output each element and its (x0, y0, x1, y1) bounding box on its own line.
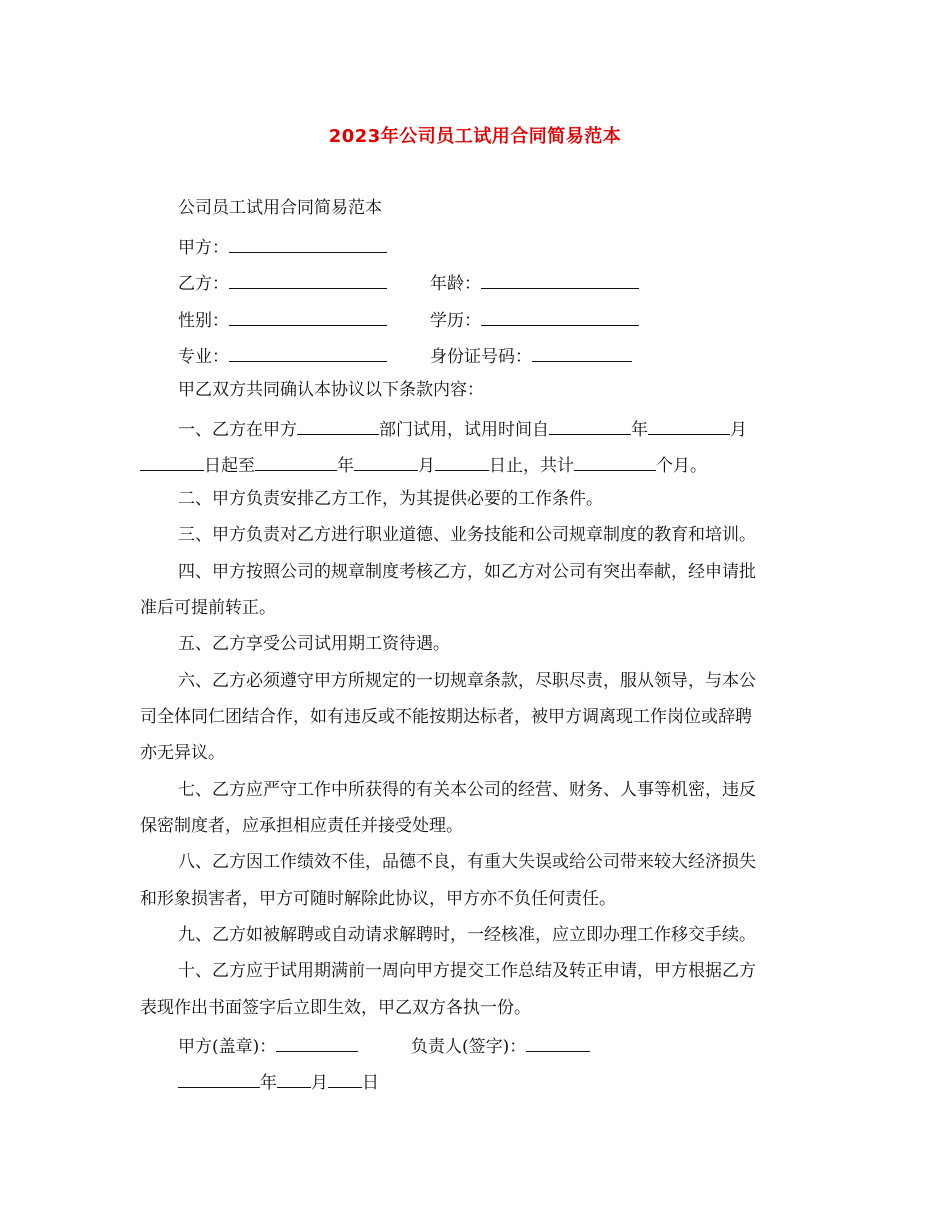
start-year-field[interactable] (549, 416, 631, 435)
party-a-label: 甲方： (178, 238, 229, 258)
clause-7-line-2: 保密制度者，应承担相应责任并接受处理。 (140, 816, 463, 836)
party-a-row (178, 234, 387, 259)
clause-10-line-2: 表现作出书面签字后立即生效，甲乙双方各执一份。 (140, 998, 531, 1018)
clause-1-text-e: 日起至 (204, 456, 255, 476)
id-number-field[interactable] (532, 343, 632, 362)
education-field[interactable] (481, 307, 639, 326)
major-label: 专业： (178, 347, 229, 367)
sign-year-label: 年 (260, 1073, 277, 1093)
clause-1-line-2 (140, 452, 707, 477)
clause-8-line-1: 八、乙方因工作绩效不佳，品德不良，有重大失误或给公司带来较大经济损失 (178, 852, 756, 872)
clause-5: 五、乙方享受公司试用期工资待遇。 (178, 634, 450, 654)
gender-row (178, 307, 387, 332)
start-month-field[interactable] (648, 416, 730, 435)
education-row (430, 307, 639, 332)
id-number-row (430, 343, 632, 368)
clause-9: 九、乙方如被解聘或自动请求解聘时，一经核准，应立即办理工作移交手续。 (178, 925, 756, 945)
age-field[interactable] (481, 270, 639, 289)
gender-label: 性别： (178, 311, 229, 331)
department-field[interactable] (297, 416, 379, 435)
sign-month-label: 月 (311, 1073, 328, 1093)
clause-1-text-a: 一、乙方在甲方 (178, 420, 297, 440)
clause-2: 二、甲方负责安排乙方工作，为其提供必要的工作条件。 (178, 489, 603, 509)
clause-7-line-1: 七、乙方应严守工作中所获得的有关本公司的经营、财务、人事等机密，违反 (178, 780, 756, 800)
clause-10-line-1: 十、乙方应于试用期满前一周向甲方提交工作总结及转正申请，甲方根据乙方 (178, 961, 756, 981)
clause-8-line-2: 和形象损害者，甲方可随时解除此协议，甲方亦不负任何责任。 (140, 889, 616, 909)
party-b-row (178, 270, 387, 295)
start-day-field[interactable] (140, 452, 204, 471)
signature-row (178, 1033, 358, 1058)
clause-1-text-i: 个月。 (656, 456, 707, 476)
gender-field[interactable] (229, 307, 387, 326)
sign-year-field[interactable] (178, 1069, 260, 1088)
end-year-field[interactable] (255, 452, 337, 471)
id-number-label: 身份证号码： (430, 347, 532, 367)
intro-text: 甲乙双方共同确认本协议以下条款内容： (178, 380, 484, 400)
major-row (178, 343, 387, 368)
party-b-label: 乙方： (178, 274, 229, 294)
date-row (178, 1069, 379, 1094)
clause-6-line-3: 亦无异议。 (140, 743, 225, 763)
end-day-field[interactable] (435, 452, 489, 471)
end-month-field[interactable] (354, 452, 418, 471)
major-field[interactable] (229, 343, 387, 362)
party-a-field[interactable] (229, 234, 387, 253)
party-b-field[interactable] (229, 270, 387, 289)
total-months-field[interactable] (574, 452, 656, 471)
signer-field[interactable] (526, 1033, 590, 1052)
clause-6-line-1: 六、乙方必须遵守甲方所规定的一切规章条款，尽职尽责，服从领导，与本公 (178, 671, 756, 691)
clause-3: 三、甲方负责对乙方进行职业道德、业务技能和公司规章制度的教育和培训。 (178, 525, 756, 545)
clause-4-line-2: 准后可提前转正。 (140, 598, 276, 618)
age-label: 年龄： (430, 274, 481, 294)
sign-day-label: 日 (362, 1073, 379, 1093)
sign-month-field[interactable] (277, 1069, 311, 1088)
clause-4-line-1: 四、甲方按照公司的规章制度考核乙方，如乙方对公司有突出奉献，经申请批 (178, 562, 756, 582)
clause-1-text-c: 年 (631, 420, 648, 440)
subtitle: 公司员工试用合同简易范本 (178, 198, 382, 218)
clause-1-text-b: 部门试用，试用时间自 (379, 420, 549, 440)
signer-label: 负责人(签字)： (411, 1037, 527, 1057)
stamp-label: 甲方(盖章)： (178, 1037, 277, 1057)
clause-1-text-d: 月 (730, 420, 747, 440)
education-label: 学历： (430, 311, 481, 331)
clause-1-text-f: 年 (337, 456, 354, 476)
clause-1-text-g: 月 (418, 456, 435, 476)
age-row (430, 270, 639, 295)
clause-1-line-1 (178, 416, 747, 441)
stamp-field[interactable] (276, 1033, 358, 1052)
clause-1-text-h: 日止，共计 (489, 456, 574, 476)
document-title: 2023年公司员工试用合同简易范本 (328, 126, 622, 147)
signer-row (411, 1033, 590, 1058)
sign-day-field[interactable] (328, 1069, 362, 1088)
clause-6-line-2: 司全体同仁团结合作，如有违反或不能按期达标者，被甲方调离现工作岗位或辞聘 (140, 707, 752, 727)
